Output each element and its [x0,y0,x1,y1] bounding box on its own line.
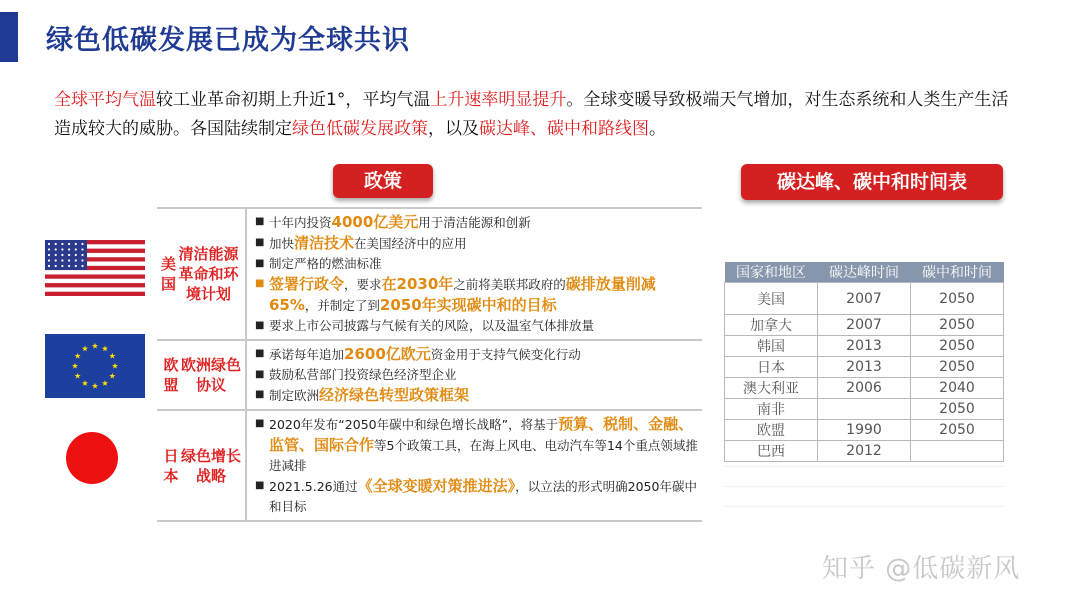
table-header-row [725,262,1004,283]
bullet-icon: ■ [255,237,265,248]
bullet-icon: ■ [255,278,265,289]
table-row [725,441,1004,462]
policy-country: 日本 [163,446,179,485]
item-text: 2021.5.26通过 [269,479,358,494]
table-cell: 2006 [818,378,911,399]
table-fade-rows [724,466,1004,524]
table-row [725,315,1004,336]
policy-item [255,316,702,336]
highlight-text: 经济绿色转型政策框架 [319,386,470,404]
table-row [725,336,1004,357]
highlight-text: 《全球变暖对策推进法》 [357,477,516,495]
table-cell: 2013 [818,336,911,357]
table-cell: 欧盟 [725,420,818,441]
table-cell: 2050 [911,336,1004,357]
bullet-icon: ■ [255,369,265,380]
item-text: 鼓励私营部门投资绿色经济型企业 [269,367,457,382]
intro-highlight: 全球平均气温 [54,90,156,110]
highlight-text: 在2030年 [381,275,454,293]
intro-highlight: 上升速率明显提升 [430,90,567,110]
bullet-icon: ■ [255,389,265,400]
item-text: 制定严格的燃油标准 [269,256,382,271]
table-row [725,283,1004,315]
bullet-icon: ■ [255,418,265,429]
table-cell: 南非 [725,399,818,420]
table-cell: 1990 [818,420,911,441]
intro-highlight: 绿色低碳发展政策 [292,119,428,139]
policy-title: 欧洲绿色协议 [181,356,242,394]
policy-item [255,254,702,274]
bullet-icon: ■ [255,480,265,491]
table-cell: 2050 [911,315,1004,336]
table-cell: 2007 [818,283,911,315]
policy-table [157,207,702,522]
intro-paragraph [54,86,1014,144]
table-row [725,378,1004,399]
policy-item [255,212,702,233]
table-header-cell: 碳中和时间 [911,262,1004,283]
policy-item [255,274,702,316]
item-text: 资金用于支持气候变化行动 [430,347,581,362]
carbon-timeline-table [724,262,1004,462]
highlight-text: 签署行政令 [269,275,345,293]
table-cell [818,399,911,420]
watermark: 知乎 @低碳新风 [822,554,1021,584]
table-cell: 2050 [911,357,1004,378]
item-text: ，并制定了到 [304,298,380,313]
policy-item [255,365,702,385]
intro-text: 较工业革命初期上升近1°，平均气温 [156,90,431,110]
table-cell: 2050 [911,420,1004,441]
highlight-text: 预算、税制、金融、监管、国际合作 [269,415,694,454]
table-header-cell: 碳达峰时间 [818,262,911,283]
bullet-icon: ■ [255,320,265,331]
highlight-text: 2050年实现碳中和的目标 [379,296,557,314]
table-header-cell: 国家和地区 [725,262,818,283]
eu-flag-icon [45,334,145,398]
title-accent-bar [0,12,18,62]
table-row [725,420,1004,441]
table-cell: 加拿大 [725,315,818,336]
jp-flag-icon [66,432,118,484]
table-cell: 2012 [818,441,911,462]
policy-item [255,476,702,517]
highlight-text: 清洁技术 [294,234,355,252]
item-text: 加快 [269,236,295,251]
highlight-text: 2600亿欧元 [344,345,431,363]
highlight-text: 碳排放量削减65% [269,275,656,314]
table-row [725,399,1004,420]
policy-item [255,344,702,365]
item-text: 用于清洁能源和创新 [418,215,531,230]
table-cell: 澳大利亚 [725,378,818,399]
policy-name [157,209,247,339]
item-text: 2020年发布“2050年碳中和绿色增长战略”，将基于 [269,417,559,432]
table-cell: 2050 [911,283,1004,315]
bullet-icon: ■ [255,216,265,227]
table-cell: 美国 [725,283,818,315]
policy-item [255,233,702,254]
item-text: 要求上市公司披露与气候有关的风险，以及温室气体排放量 [269,318,595,333]
bullet-icon: ■ [255,258,265,269]
policy-title: 清洁能源革命和环境计划 [178,245,239,303]
policy-row [157,341,702,411]
item-text: 制定欧洲 [269,388,320,403]
policy-row [157,411,702,522]
us-flag-icon [45,240,145,296]
policy-name [157,341,247,409]
table-row [725,357,1004,378]
table-cell: 2040 [911,378,1004,399]
bullet-icon: ■ [255,348,265,359]
timeline-header: 碳达峰、碳中和时间表 [741,164,1003,200]
policy-item [255,414,702,476]
item-text: 等5个政策工具，在海上风电、电动汽车等14个重点领域推进减排 [269,438,698,473]
table-cell: 韩国 [725,336,818,357]
item-text: ，要求 [344,277,382,292]
item-text: 承诺每年追加 [269,347,345,362]
table-cell: 日本 [725,357,818,378]
policy-row [157,207,702,341]
item-text: 在美国经济中的应用 [354,236,467,251]
intro-text: 。全球变暖导致极端天气增加，对生态系统和人类生产生活造成较大的威胁。各国陆续制定 [54,90,1009,139]
policy-item [255,385,702,406]
item-text: 之前将美联邦政府的 [453,277,566,292]
policy-country: 美国 [161,255,177,293]
policy-name [157,411,247,520]
policy-country: 欧盟 [163,356,179,394]
intro-text: 。 [649,119,666,139]
table-cell: 2007 [818,315,911,336]
policy-title: 绿色增长战略 [181,446,242,485]
table-cell: 2013 [818,357,911,378]
highlight-text: 4000亿美元 [331,213,419,231]
policy-header: 政策 [333,164,433,198]
item-text: 十年内投资 [269,215,332,230]
item-text: ，以立法的形式明确2050年碳中和目标 [269,479,697,514]
intro-highlight: 碳达峰、碳中和路线图 [479,119,649,139]
table-cell: 2050 [911,399,1004,420]
table-cell: 巴西 [725,441,818,462]
intro-text: ，以及 [428,119,479,139]
table-cell [911,441,1004,462]
slide-title: 绿色低碳发展已成为全球共识 [46,25,410,56]
